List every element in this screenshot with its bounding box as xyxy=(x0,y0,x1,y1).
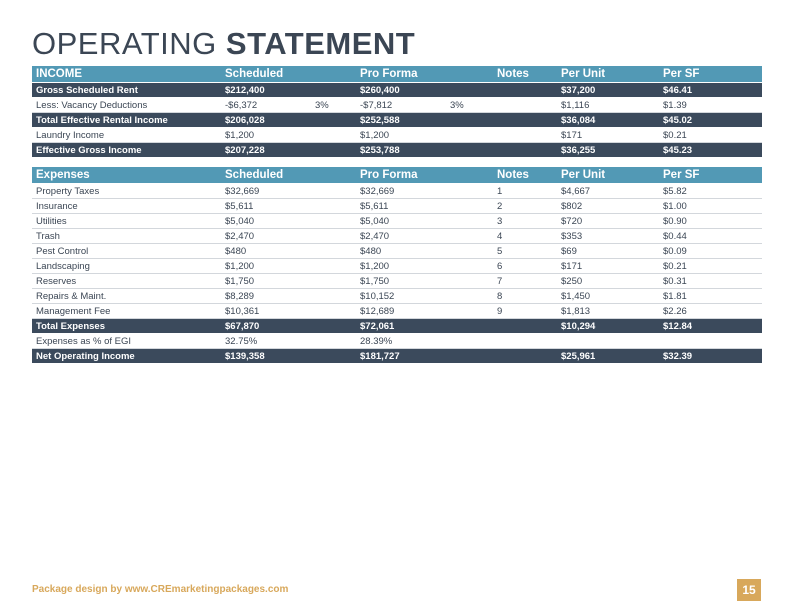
row-per-unit: $171 xyxy=(561,130,583,141)
row-proforma-pct: 3% xyxy=(450,100,464,111)
row-label: Landscaping xyxy=(36,261,90,272)
row-per-sf: $32.39 xyxy=(663,351,693,362)
row-label: Pest Control xyxy=(36,246,89,257)
row-proforma: $1,200 xyxy=(360,261,390,272)
expenses-pct-egi-row xyxy=(32,334,762,349)
row-per-sf: $5.82 xyxy=(663,186,687,197)
page-title-bold: STATEMENT xyxy=(225,26,416,61)
row-per-sf: $2.26 xyxy=(663,306,687,317)
expenses-header-per-sf: Per SF xyxy=(663,169,700,181)
row-proforma: $1,750 xyxy=(360,276,390,287)
row-label: Insurance xyxy=(36,201,78,212)
row-scheduled: $10,361 xyxy=(225,306,260,317)
page-number: 15 xyxy=(737,579,761,601)
row-scheduled: $8,289 xyxy=(225,291,255,302)
expenses-header-notes: Notes xyxy=(497,169,529,181)
row-per-unit: $4,667 xyxy=(561,186,591,197)
row-per-unit: $69 xyxy=(561,246,577,257)
footer-credit: Package design by www.CREmarketingpackages.com xyxy=(32,584,289,595)
row-per-sf: $12.84 xyxy=(663,321,693,332)
effective-gross-income-row xyxy=(32,143,762,158)
row-notes: 1 xyxy=(497,186,503,197)
management-fee-row xyxy=(32,304,762,319)
row-label: Expenses as % of EGI xyxy=(36,336,132,347)
row-scheduled: $206,028 xyxy=(225,115,265,126)
row-proforma: $253,788 xyxy=(360,145,400,156)
row-notes: 2 xyxy=(497,201,503,212)
pest-control-row xyxy=(32,244,762,259)
row-per-sf: $0.09 xyxy=(663,246,687,257)
gross-scheduled-rent-row xyxy=(32,83,762,98)
row-per-unit: $25,961 xyxy=(561,351,596,362)
row-scheduled: $1,750 xyxy=(225,276,255,287)
row-label: Property Taxes xyxy=(36,186,100,197)
row-label: Less: Vacancy Deductions xyxy=(36,100,148,111)
row-scheduled: $1,200 xyxy=(225,130,255,141)
income-header-row xyxy=(32,66,762,83)
row-scheduled: $207,228 xyxy=(225,145,265,156)
income-header-label: INCOME xyxy=(36,68,82,80)
total-effective-rental-income-row xyxy=(32,113,762,128)
net-operating-income-row xyxy=(32,349,762,364)
row-per-unit: $720 xyxy=(561,216,583,227)
income-header-scheduled: Scheduled xyxy=(225,68,284,80)
page-title xyxy=(32,26,415,62)
row-notes: 4 xyxy=(497,231,503,242)
row-label: Total Expenses xyxy=(36,321,105,332)
row-scheduled: $212,400 xyxy=(225,85,265,96)
row-scheduled: $139,358 xyxy=(225,351,265,362)
row-label: Net Operating Income xyxy=(36,351,135,362)
expenses-header-proforma: Pro Forma xyxy=(360,169,418,181)
row-label: Trash xyxy=(36,231,60,242)
row-scheduled: $1,200 xyxy=(225,261,255,272)
row-notes: 6 xyxy=(497,261,503,272)
row-per-sf: $45.23 xyxy=(663,145,693,156)
row-per-unit: $36,255 xyxy=(561,145,596,156)
row-proforma: 28.39% xyxy=(360,336,393,347)
income-header-proforma: Pro Forma xyxy=(360,68,418,80)
row-notes: 8 xyxy=(497,291,503,302)
row-per-unit: $36,084 xyxy=(561,115,596,126)
row-scheduled: $5,611 xyxy=(225,201,254,212)
row-per-unit: $10,294 xyxy=(561,321,596,332)
row-per-unit: $353 xyxy=(561,231,583,242)
row-notes: 5 xyxy=(497,246,503,257)
insurance-row xyxy=(32,199,762,214)
expenses-header-row xyxy=(32,167,762,184)
row-per-sf: $45.02 xyxy=(663,115,693,126)
vacancy-deductions-row xyxy=(32,98,762,113)
row-per-sf: $1.00 xyxy=(663,201,687,212)
expenses-header-scheduled: Scheduled xyxy=(225,169,284,181)
row-scheduled: $32,669 xyxy=(225,186,260,197)
income-header-per-unit: Per Unit xyxy=(561,68,606,80)
row-per-sf: $0.21 xyxy=(663,130,687,141)
row-notes: 7 xyxy=(497,276,503,287)
row-proforma: $480 xyxy=(360,246,382,257)
landscaping-row xyxy=(32,259,762,274)
laundry-income-row xyxy=(32,128,762,143)
page-title-light: OPERATING xyxy=(32,26,217,61)
row-per-sf: $46.41 xyxy=(663,85,693,96)
row-label: Reserves xyxy=(36,276,77,287)
repairs-maint-row xyxy=(32,289,762,304)
row-per-unit: $1,450 xyxy=(561,291,591,302)
row-label: Repairs & Maint. xyxy=(36,291,107,302)
row-proforma: $252,588 xyxy=(360,115,400,126)
property-taxes-row xyxy=(32,184,762,199)
row-scheduled-pct: 3% xyxy=(315,100,329,111)
income-header-per-sf: Per SF xyxy=(663,68,700,80)
row-label: Gross Scheduled Rent xyxy=(36,85,138,96)
row-per-unit: $802 xyxy=(561,201,583,212)
total-expenses-row xyxy=(32,319,762,334)
reserves-row xyxy=(32,274,762,289)
row-proforma: $32,669 xyxy=(360,186,395,197)
row-proforma: $181,727 xyxy=(360,351,400,362)
expenses-header-per-unit: Per Unit xyxy=(561,169,606,181)
row-proforma: $5,611 xyxy=(360,201,389,212)
trash-row xyxy=(32,229,762,244)
row-proforma: $5,040 xyxy=(360,216,390,227)
row-per-sf: $0.31 xyxy=(663,276,687,287)
utilities-row xyxy=(32,214,762,229)
row-scheduled: $2,470 xyxy=(225,231,255,242)
income-header-notes: Notes xyxy=(497,68,529,80)
row-proforma: $72,061 xyxy=(360,321,395,332)
row-scheduled: 32.75% xyxy=(225,336,258,347)
row-per-sf: $0.44 xyxy=(663,231,687,242)
row-proforma: $12,689 xyxy=(360,306,395,317)
row-per-unit: $250 xyxy=(561,276,583,287)
row-label: Laundry Income xyxy=(36,130,105,141)
row-proforma: $2,470 xyxy=(360,231,390,242)
row-proforma: $1,200 xyxy=(360,130,390,141)
row-per-sf: $1.81 xyxy=(663,291,687,302)
row-proforma: -$7,812 xyxy=(360,100,393,111)
row-per-unit: $1,116 xyxy=(561,100,590,111)
expenses-header-label: Expenses xyxy=(36,169,90,181)
row-scheduled: $67,870 xyxy=(225,321,260,332)
row-per-unit: $171 xyxy=(561,261,583,272)
row-proforma: $260,400 xyxy=(360,85,400,96)
row-per-unit: $37,200 xyxy=(561,85,596,96)
row-scheduled: -$6,372 xyxy=(225,100,258,111)
row-label: Total Effective Rental Income xyxy=(36,115,168,126)
row-scheduled: $480 xyxy=(225,246,247,257)
expenses-table xyxy=(32,167,762,364)
income-table xyxy=(32,66,762,158)
row-scheduled: $5,040 xyxy=(225,216,255,227)
row-notes: 3 xyxy=(497,216,503,227)
row-label: Effective Gross Income xyxy=(36,145,142,156)
row-per-sf: $1.39 xyxy=(663,100,687,111)
row-proforma: $10,152 xyxy=(360,291,395,302)
row-notes: 9 xyxy=(497,306,503,317)
row-label: Management Fee xyxy=(36,306,111,317)
row-per-sf: $0.21 xyxy=(663,261,687,272)
row-label: Utilities xyxy=(36,216,67,227)
row-per-unit: $1,813 xyxy=(561,306,591,317)
row-per-sf: $0.90 xyxy=(663,216,687,227)
